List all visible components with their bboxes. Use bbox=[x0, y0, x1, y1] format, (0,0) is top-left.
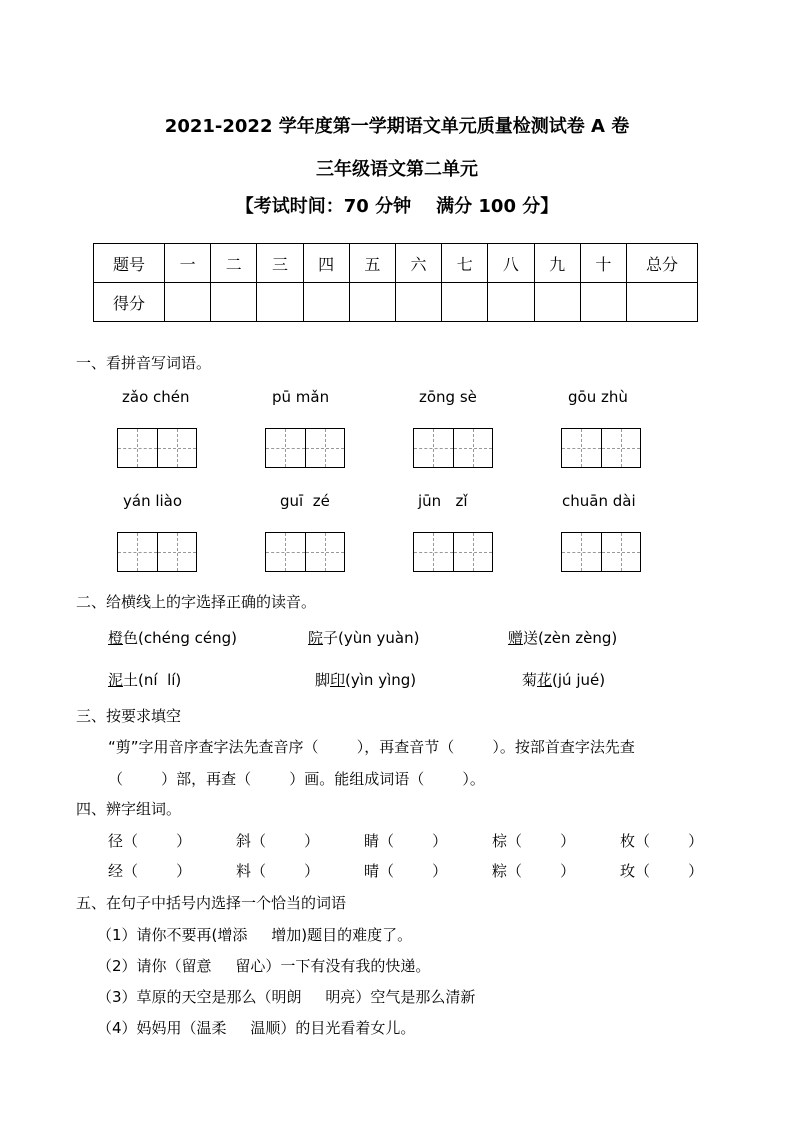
section3-line: “剪”字用音序查字法先查音序（ ），再查音节（ ）。按部首查字法先查 bbox=[108, 738, 635, 756]
score-header-cell: 二 bbox=[211, 244, 257, 283]
grid-cell[interactable] bbox=[562, 533, 601, 571]
reading-item bbox=[108, 669, 181, 690]
underlined-char: 橙 bbox=[108, 629, 124, 647]
score-header-cell: 十 bbox=[580, 244, 626, 283]
grid-cell[interactable] bbox=[157, 533, 196, 571]
writing-grid[interactable] bbox=[265, 532, 345, 572]
score-input-cell[interactable] bbox=[442, 283, 488, 322]
score-input-cell[interactable] bbox=[211, 283, 257, 322]
word-item: 枚（ ） bbox=[620, 832, 704, 850]
score-header-cell: 九 bbox=[534, 244, 580, 283]
word-item: 料（ ） bbox=[236, 862, 320, 880]
section3-heading: 三、按要求填空 bbox=[76, 707, 182, 725]
score-input-cell[interactable] bbox=[627, 283, 698, 322]
score-input-cell[interactable] bbox=[257, 283, 303, 322]
score-header-cell: 四 bbox=[303, 244, 349, 283]
reading-item bbox=[108, 627, 237, 648]
section5-heading: 五、在句子中括号内选择一个恰当的词语 bbox=[76, 894, 347, 912]
underlined-char: 花 bbox=[537, 671, 553, 689]
word-item: 粽（ ） bbox=[492, 862, 576, 880]
word-item: 玫（ ） bbox=[620, 862, 704, 880]
grid-cell[interactable] bbox=[157, 429, 196, 467]
writing-grid[interactable] bbox=[265, 428, 345, 468]
score-input-cell[interactable] bbox=[349, 283, 395, 322]
exam-title: 2021-2022 学年度第一学期语文单元质量检测试卷 A 卷 bbox=[164, 116, 630, 137]
word-item: 斜（ ） bbox=[236, 832, 320, 850]
grid-cell[interactable] bbox=[601, 533, 640, 571]
reading-options: 子(yùn yuàn) bbox=[323, 629, 420, 647]
score-table-score-row bbox=[94, 283, 698, 322]
reading-options: 土(ní lí) bbox=[123, 671, 182, 689]
score-input-cell[interactable] bbox=[534, 283, 580, 322]
score-header-cell: 题号 bbox=[94, 244, 165, 283]
grid-cell[interactable] bbox=[118, 533, 157, 571]
reading-item bbox=[508, 627, 617, 648]
score-header-cell: 六 bbox=[395, 244, 441, 283]
exam-info: 【考试时间：70 分钟 满分 100 分】 bbox=[235, 196, 559, 217]
grid-cell[interactable] bbox=[266, 429, 305, 467]
exam-subtitle: 三年级语文第二单元 bbox=[316, 159, 478, 180]
grid-cell[interactable] bbox=[453, 533, 492, 571]
writing-grid[interactable] bbox=[561, 428, 641, 468]
score-input-cell[interactable] bbox=[165, 283, 211, 322]
grid-cell[interactable] bbox=[562, 429, 601, 467]
score-header-cell: 三 bbox=[257, 244, 303, 283]
reading-item bbox=[315, 669, 416, 690]
section1-heading: 一、看拼音写词语。 bbox=[76, 354, 212, 372]
pinyin-label: zǎo chén bbox=[122, 388, 190, 406]
pinyin-label: gōu zhù bbox=[568, 388, 628, 406]
score-header-cell: 总分 bbox=[627, 244, 698, 283]
writing-grid[interactable] bbox=[561, 532, 641, 572]
grid-cell[interactable] bbox=[305, 533, 344, 571]
word-item: 睛（ ） bbox=[364, 832, 448, 850]
reading-item bbox=[522, 669, 605, 690]
grid-cell[interactable] bbox=[453, 429, 492, 467]
plain-char: 菊 bbox=[522, 671, 538, 689]
pinyin-label: chuān dài bbox=[562, 492, 636, 510]
sentence-item: （1）请你不要再(增添 增加)题目的难度了。 bbox=[97, 926, 413, 944]
score-input-cell[interactable] bbox=[488, 283, 534, 322]
score-input-cell[interactable] bbox=[395, 283, 441, 322]
section2-heading: 二、给横线上的字选择正确的读音。 bbox=[76, 593, 317, 611]
score-row-label: 得分 bbox=[94, 283, 165, 322]
score-header-cell: 八 bbox=[488, 244, 534, 283]
underlined-char: 院 bbox=[308, 629, 324, 647]
pinyin-label: pū mǎn bbox=[272, 388, 330, 406]
pinyin-label: jūn zǐ bbox=[418, 492, 468, 510]
reading-options: (jú jué) bbox=[552, 671, 606, 689]
grid-cell[interactable] bbox=[305, 429, 344, 467]
grid-cell[interactable] bbox=[118, 429, 157, 467]
writing-grid[interactable] bbox=[413, 532, 493, 572]
score-table bbox=[93, 243, 698, 322]
pinyin-label: yán liào bbox=[123, 492, 183, 510]
writing-grid[interactable] bbox=[117, 428, 197, 468]
reading-item bbox=[308, 627, 419, 648]
word-item: 径（ ） bbox=[108, 832, 192, 850]
score-header-cell: 一 bbox=[165, 244, 211, 283]
sentence-item: （4）妈妈用（温柔 温顺）的目光看着女儿。 bbox=[97, 1019, 416, 1037]
score-input-cell[interactable] bbox=[580, 283, 626, 322]
score-table-header-row bbox=[94, 244, 698, 283]
underlined-char: 赠 bbox=[508, 629, 524, 647]
grid-cell[interactable] bbox=[414, 533, 453, 571]
grid-cell[interactable] bbox=[266, 533, 305, 571]
reading-options: (yìn yìng) bbox=[345, 671, 417, 689]
word-item: 晴（ ） bbox=[364, 862, 448, 880]
word-item: 棕（ ） bbox=[492, 832, 576, 850]
word-item: 经（ ） bbox=[108, 862, 192, 880]
score-header-cell: 五 bbox=[349, 244, 395, 283]
writing-grid[interactable] bbox=[413, 428, 493, 468]
sentence-item: （2）请你（留意 留心）一下有没有我的快递。 bbox=[97, 957, 431, 975]
score-input-cell[interactable] bbox=[303, 283, 349, 322]
section4-heading: 四、辨字组词。 bbox=[76, 800, 182, 818]
plain-char: 脚 bbox=[315, 671, 331, 689]
reading-options: 送(zèn zèng) bbox=[523, 629, 618, 647]
grid-cell[interactable] bbox=[601, 429, 640, 467]
section3-line: （ ）部，再查（ ）画。能组成词语（ ）。 bbox=[108, 770, 485, 788]
reading-options: 色(chéng céng) bbox=[123, 629, 238, 647]
underlined-char: 印 bbox=[330, 671, 346, 689]
underlined-char: 泥 bbox=[108, 671, 124, 689]
pinyin-label: zōng sè bbox=[419, 388, 477, 406]
pinyin-label: guī zé bbox=[280, 492, 330, 510]
sentence-item: （3）草原的天空是那么（明朗 明亮）空气是那么清新 bbox=[97, 988, 476, 1006]
grid-cell[interactable] bbox=[414, 429, 453, 467]
score-header-cell: 七 bbox=[442, 244, 488, 283]
writing-grid[interactable] bbox=[117, 532, 197, 572]
